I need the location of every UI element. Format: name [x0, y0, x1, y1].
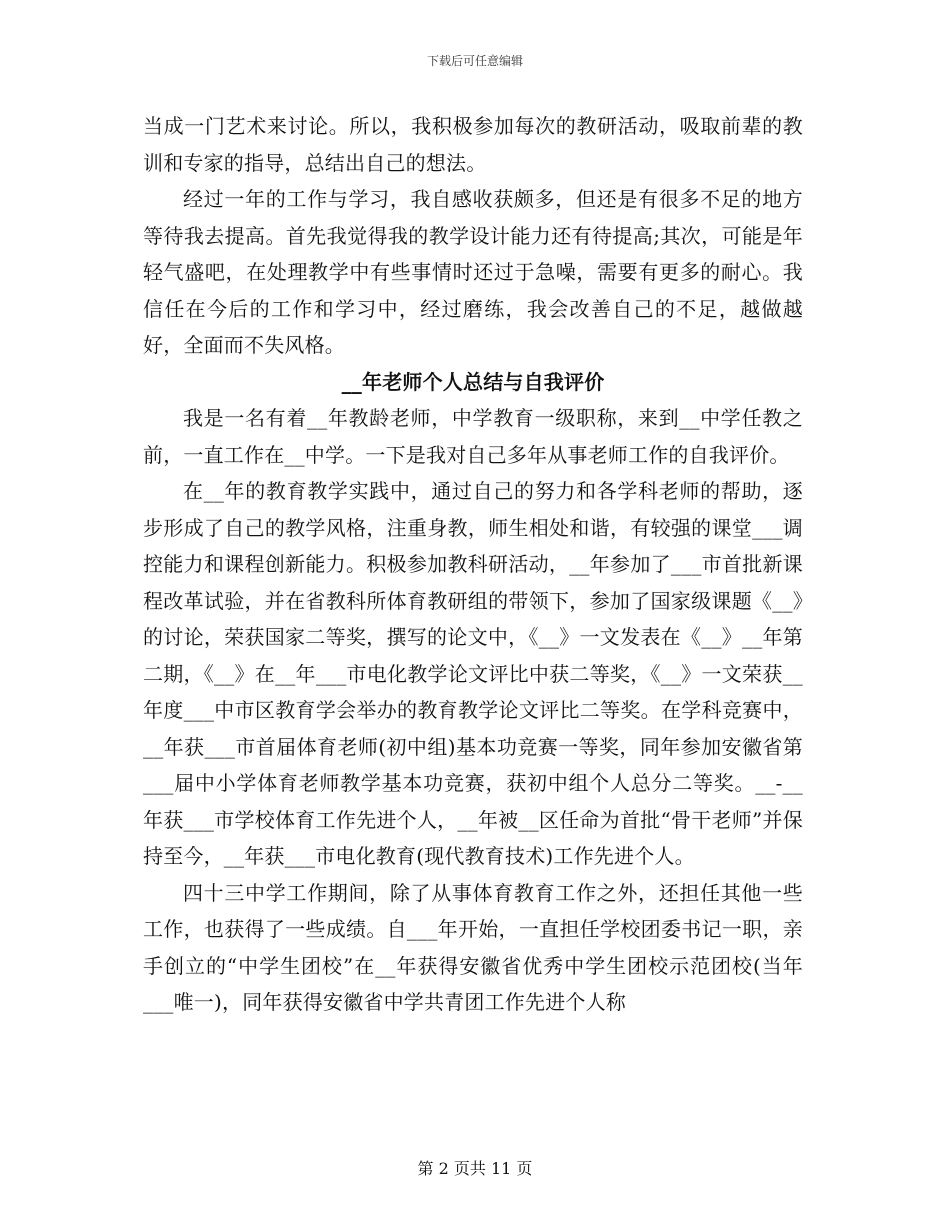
page-header: 下载后可任意编辑: [426, 54, 523, 68]
paragraph-other-work: 四十三中学工作期间，除了从事体育教育工作之外，还担任其他一些工作，也获得了一些成绩。自___年开始，一直担任学校团委书记一职，亲手创立的“中学生团校”在__年获得安徽省优秀中学生团校示范团校(当年___唯一)，同年获得安徽省中学共青团工作先进个人称: [143, 880, 803, 1014]
paragraph-reflection: 经过一年的工作与学习，我自感收获颇多，但还是有很多不足的地方等待我去提高。首先我觉得我的教学设计能力还有待提高;其次，可能是年轻气盛吧，在处理教学中有些事情时还过于急噪，需要有更多的耐心。我信任在今后的工作和学习中，经过磨练，我会改善自己的不足，越做越好，全面而不失风格。: [143, 187, 803, 357]
document-body: [143, 108, 803, 1021]
section-title: __年老师个人总结与自我评价: [341, 369, 605, 394]
paragraph-continuation: 当成一门艺术来讨论。所以，我积极参加每次的教研活动，吸取前辈的教训和专家的指导，总结出自己的想法。: [143, 114, 803, 175]
page-footer: 第 2 页共 11 页: [417, 1159, 533, 1178]
paragraph-achievements: 在__年的教育教学实践中，通过自己的努力和各学科老师的帮助，逐步形成了自己的教学风格，注重身教，师生相处和谐，有较强的课堂___调控能力和课程创新能力。积极参加教科研活动，__年参加了___市首批新课程改革试验，并在省教科所体育教研组的带领下，参加了国家级课题《__》的讨论，荣获国家二等奖，撰写的论文中，《__》一文发表在《__》__年第二期，《__》在__年___市电化教学论文评比中获二等奖，《__》一文荣获__年度___中市区教育学会举办的教育教学论文评比二等奖。在学科竞赛中，__年获___市首届体育老师(初中组)基本功竞赛一等奖，同年参加安徽省第___届中小学体育老师教学基本功竞赛，获初中组个人总分二等奖。__-__年获___市学校体育工作先进个人，__年被__区任命为首批“骨干老师”并保持至今，__年获___市电化教育(现代教育技术)工作先进个人。: [143, 479, 803, 868]
paragraph-intro: 我是一名有着__年教龄老师，中学教育一级职称，来到__中学任教之前，一直工作在__中学。一下是我对自己多年从事老师工作的自我评价。: [143, 406, 803, 467]
